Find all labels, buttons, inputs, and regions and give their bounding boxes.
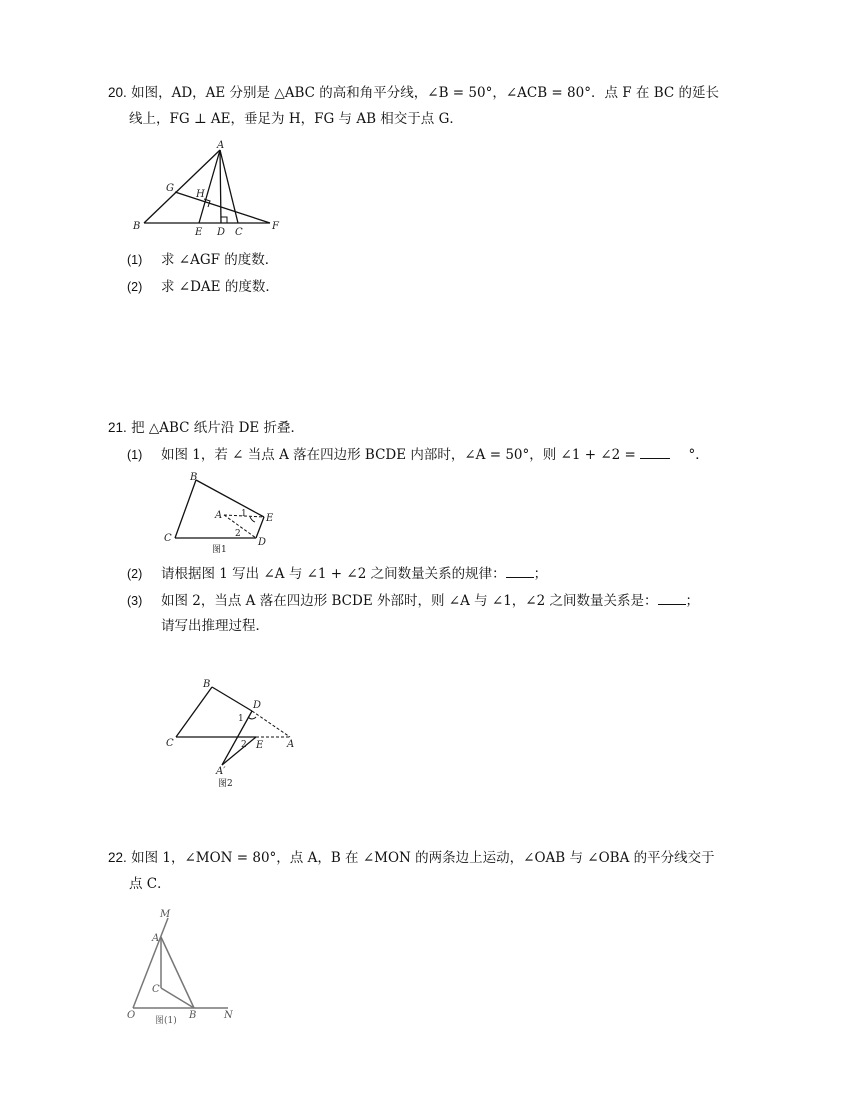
fig22-label-n: N	[224, 1010, 233, 1021]
fig2-label-a: A	[287, 739, 295, 750]
fig1-label-e: E	[266, 513, 274, 524]
fig1-label-one: 1	[241, 509, 247, 519]
fig1-caption: 图1	[212, 545, 227, 555]
q20-stem-1: 如图，AD，AE 分别是 △ABC 的高和角平分线，∠B = 50°，∠ACB = 80°．点 F 在 BC 的延长	[131, 85, 719, 101]
answer-blank-3[interactable]	[658, 590, 686, 605]
fig20-label-f: F	[272, 221, 279, 232]
fig22-label-o: O	[127, 1010, 136, 1021]
q21-sub3: (3) 如图 2，当点 A 落在四边形 BCDE 外部时，则 ∠A 与 ∠1，∠2 之间数量关系是： ；	[127, 590, 699, 611]
q21-sub2: (2) 请根据图 1 写出 ∠A 与 ∠1 + ∠2 之间数量关系的规律： ；	[127, 563, 547, 584]
fig22-caption: 图(1)	[155, 1016, 177, 1026]
q22-stem-1: 如图 1，∠MON = 80°，点 A，B 在 ∠MON 的两条边上运动，∠OAB 与 ∠OBA 的平分线交于	[131, 850, 715, 866]
q20-sub2: (2) 求 ∠DAE 的度数．	[127, 279, 279, 295]
q22-line1	[108, 848, 715, 868]
q22-line2: 点 C．	[129, 876, 171, 892]
q21-sub3-line2: 请写出推理过程．	[161, 618, 269, 634]
q22-number: 22.	[108, 850, 127, 865]
fig20-label-c: C	[235, 227, 243, 238]
fig22-label-a: A	[152, 933, 160, 944]
q21-stem: 把 △ABC 纸片沿 DE 折叠．	[131, 420, 305, 436]
fig2-label-d: D	[253, 700, 262, 711]
q20-line1	[108, 83, 719, 103]
q20-sub1: (1) 求 ∠AGF 的度数．	[127, 252, 279, 268]
q20-figure	[125, 140, 295, 240]
answer-blank-1[interactable]	[640, 444, 670, 459]
fig2-label-b: B	[203, 679, 211, 690]
fig22-label-c: C	[152, 984, 160, 995]
answer-blank-2[interactable]	[506, 563, 534, 578]
q21-sub1: (1) 如图 1，若 ∠ 当点 A 落在四边形 BCDE 内部时，∠A = 50°，则 ∠1 + ∠2 = °．	[127, 444, 709, 465]
fig1-label-d: D	[258, 537, 267, 548]
fig1-label-b: B	[190, 472, 198, 483]
fig20-label-b: B	[133, 221, 141, 232]
fig2-label-two: 2	[241, 740, 247, 750]
q21-figure2	[160, 675, 310, 795]
fig2-label-aprime: A′	[216, 766, 226, 777]
q21-line1	[108, 418, 304, 438]
fig1-label-two: 2	[235, 529, 241, 539]
fig2-label-one: 1	[238, 714, 244, 724]
fig2-caption: 图2	[218, 779, 233, 789]
fig1-label-a: A	[215, 510, 223, 521]
fig2-label-c: C	[166, 738, 174, 749]
q22-figure	[125, 908, 240, 1026]
fig20-label-a: A	[217, 140, 225, 151]
fig22-label-m: M	[160, 909, 171, 920]
fig1-label-c: C	[164, 533, 172, 544]
fig20-label-h: H	[196, 189, 205, 200]
fig22-label-b: B	[189, 1010, 197, 1021]
fig20-label-d: D	[217, 227, 226, 238]
q20-number: 20.	[108, 85, 127, 100]
q20-line2: 线上，FG ⊥ AE，垂足为 H，FG 与 AB 相交于点 G．	[129, 111, 463, 127]
q21-figure1	[160, 470, 280, 560]
fig20-label-e: E	[195, 227, 203, 238]
fig20-label-g: G	[166, 183, 174, 194]
fig2-label-e: E	[256, 740, 264, 751]
q21-number: 21.	[108, 420, 127, 435]
